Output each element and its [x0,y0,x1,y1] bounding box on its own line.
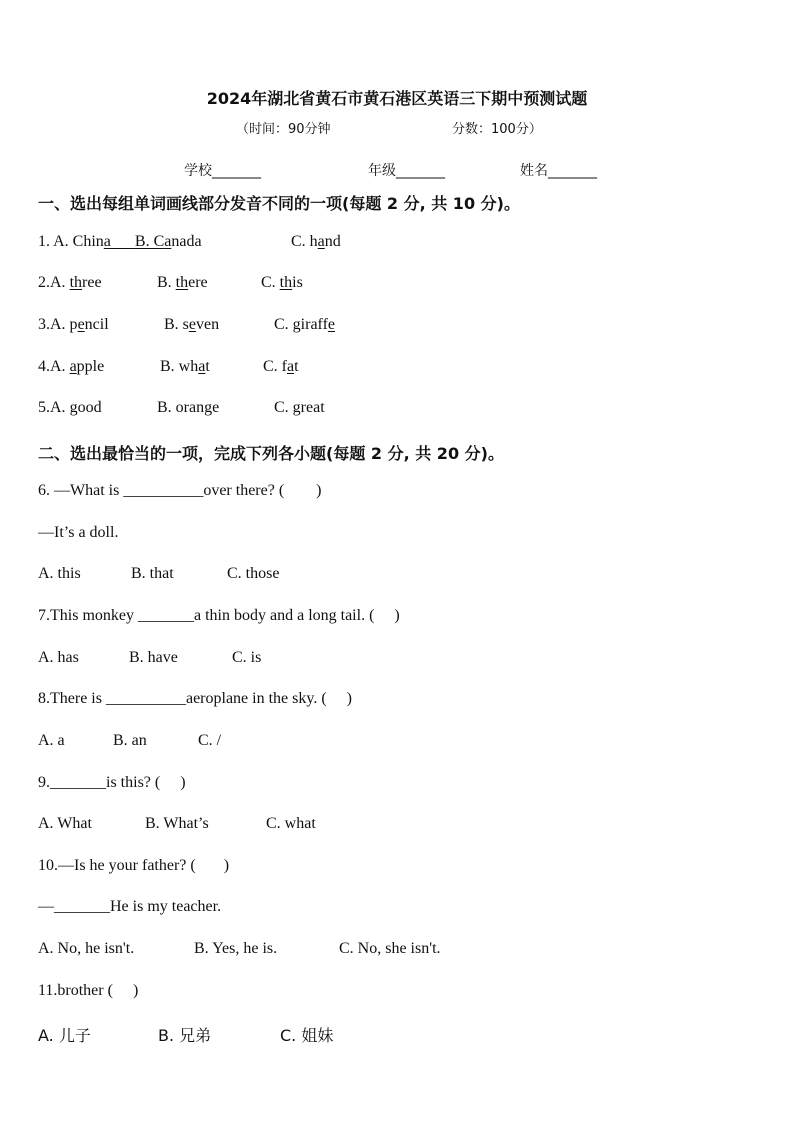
q4-option-b [160,358,210,376]
q4-b-label: B. wh [160,358,199,375]
q5-b-label: B. oran [157,399,205,416]
q7-option-c[interactable]: C. is [232,649,262,666]
q8-option-a[interactable]: A. a [38,732,65,749]
question-2 [38,274,303,292]
question-6-reply: —It’s a doll. [38,524,119,541]
q3-option-b [164,316,219,334]
q2-b-rest: ere [188,274,208,291]
q2-option-b [157,274,208,292]
q1-b-underline: a [164,233,172,250]
q2-b-underline: th [175,274,189,291]
q4-option-c [263,358,299,376]
q1-c-rest: nd [324,233,341,250]
q3-b-underline: e [188,316,197,333]
grade-field: 年级_______ [368,163,445,179]
q3-b-rest: ven [196,316,220,333]
q4-a-rest: pple [76,358,105,375]
q2-option-c [261,274,303,292]
q3-a-underline: e [77,316,85,333]
section-heading-2: 二、选出最恰当的一项，完成下列各小题(每题 2 分, 共 20 分)。 [38,444,504,463]
q10-option-b[interactable]: B. Yes, he is. [194,940,278,957]
question-5 [38,399,325,417]
q9-option-a[interactable]: A. What [38,815,92,832]
page-title: 2024年湖北省黄石市黄石港区英语三下期中预测试题 [206,89,588,108]
q6-option-b[interactable]: B. that [131,565,174,582]
question-8: 8.There is __________aeroplane in the sky. ( ) [38,690,352,707]
q9-option-c[interactable]: C. what [266,815,316,832]
total-score: 分数：100分） [452,122,542,137]
q5-option-b [157,399,219,417]
q8-option-c[interactable]: C. / [198,732,222,749]
question-11-options [38,1023,334,1118]
q3-c-underline: e [327,316,336,333]
q5-b-rest: e [212,399,220,416]
question-10-reply: —_______He is my teacher. [38,898,222,915]
school-field: 学校_______ [184,163,261,179]
q5-c-label: C. [274,399,293,416]
q9-option-b[interactable]: B. What’s [145,815,209,832]
q1-b-rest: nada [171,233,202,250]
question-6: 6. —What is __________over there? ( ) [38,482,322,499]
q4-c-underline: a [287,358,295,375]
q7-option-b[interactable]: B. have [129,649,178,666]
q6-option-c[interactable]: C. those [227,565,280,582]
q6-option-a[interactable]: A. this [38,565,81,582]
q4-b-underline: a [198,358,206,375]
question-3 [38,316,336,334]
q11-option-c[interactable]: C. 姐妹 [280,1026,334,1045]
q5-num: 5.A. [38,399,70,416]
q3-option-c [274,316,335,334]
q1-a-underline: a [103,233,111,250]
q1-c-label: C. h [291,233,318,250]
q4-num: 4.A. [38,358,70,375]
question-9: 9._______is this? ( ) [38,774,186,791]
q1-num: 1. A. Chin [38,233,104,250]
question-7: 7.This monkey _______a thin body and a long tail. ( ) [38,607,400,624]
q2-c-underline: th [279,274,293,291]
q2-c-rest: is [292,274,303,291]
q2-c-label: C. [261,274,280,291]
q2-b-label: B. [157,274,176,291]
q5-c-rest: reat [300,399,325,416]
q10-option-a[interactable]: A. No, he isn't. [38,940,135,957]
q5-option-c [274,399,325,417]
q3-b-label: B. s [164,316,189,333]
q2-num: 2.A. [38,274,70,291]
q4-b-rest: t [205,358,210,375]
q8-option-b[interactable]: B. an [113,732,147,749]
q1-option-c [291,233,341,251]
q1-b-label: B. C [134,233,165,250]
q3-a-rest: ncil [84,316,109,333]
q3-num: 3.A. p [38,316,78,333]
q4-c-label: C. f [263,358,287,375]
q4-a-underline: a [69,358,77,375]
q10-option-c[interactable]: C. No, she isn't. [339,940,441,957]
q7-option-a[interactable]: A. has [38,649,79,666]
question-1 [38,233,341,251]
q11-option-b[interactable]: B. 兄弟 [158,1026,212,1045]
q2-a-underline: th [69,274,83,291]
question-11: 11.brother ( ) [38,982,139,999]
section-heading-1: 一、选出每组单词画线部分发音不同的一项(每题 2 分, 共 10 分)。 [38,194,520,213]
q1-a-gap [111,233,135,250]
q11-option-a[interactable]: A. 儿子 [38,1026,91,1045]
q5-c-underline: g [292,399,301,416]
name-field: 姓名_______ [520,163,597,179]
q5-a-underline: g [69,399,78,416]
question-10: 10.—Is he your father? ( ) [38,857,230,874]
q5-a-rest: ood [77,399,102,416]
q5-b-underline: g [204,399,213,416]
question-4 [38,358,299,376]
q4-c-rest: t [294,358,299,375]
q1-c-underline: a [317,233,325,250]
q2-a-rest: ree [82,274,102,291]
time-limit: （时间：90分钟 [236,122,331,137]
q3-c-label: C. giraff [274,316,328,333]
